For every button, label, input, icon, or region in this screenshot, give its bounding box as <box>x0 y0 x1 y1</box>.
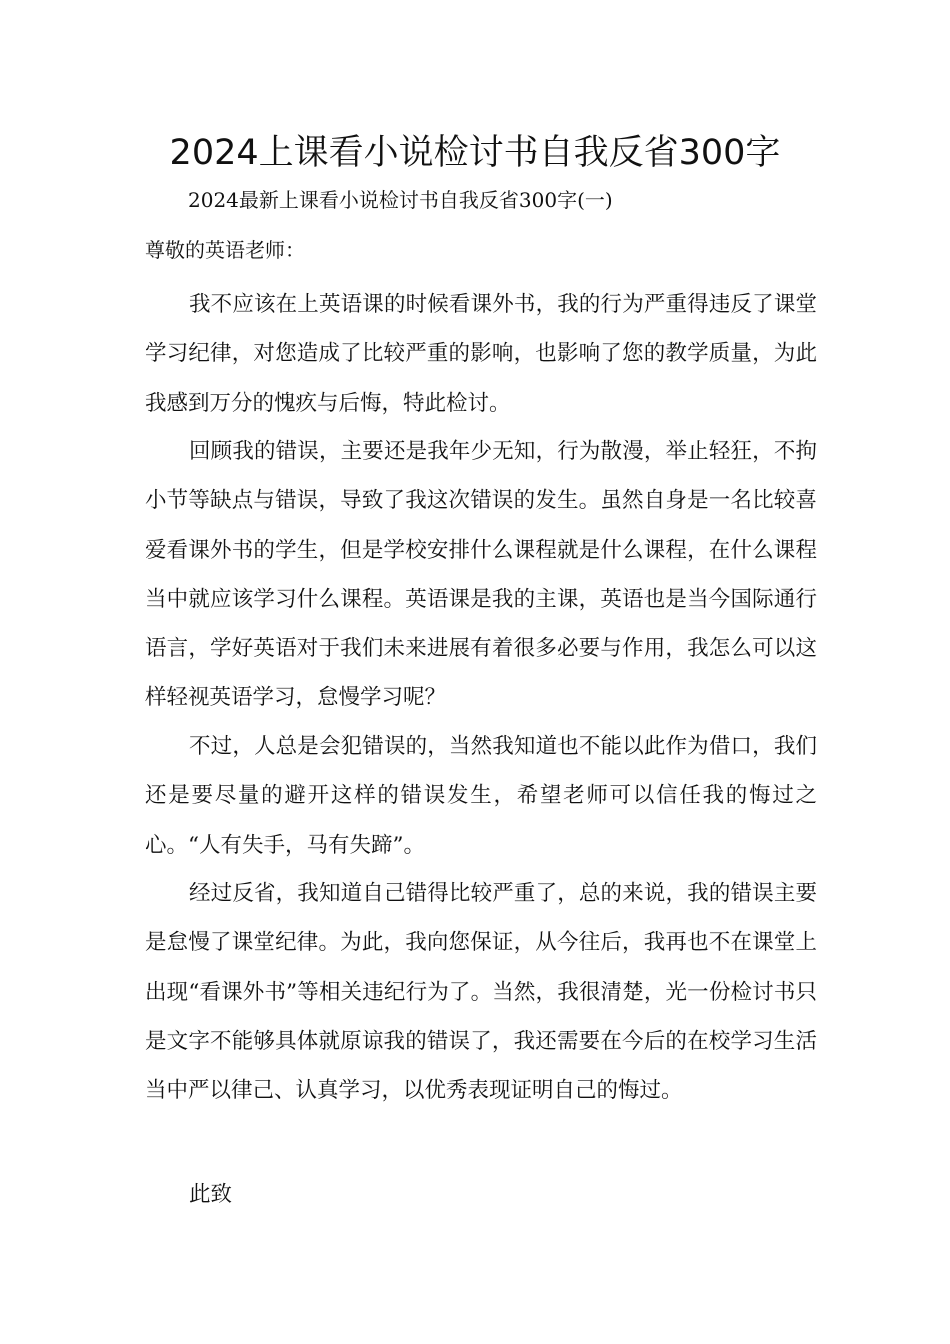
document-title: 2024上课看小说检讨书自我反省300字 <box>169 133 781 173</box>
paragraph-1: 我不应该在上英语课的时候看课外书，我的行为严重得违反了课堂学习纪律，对您造成了比较严重的影响，也影响了您的教学质量，为此我感到万分的愧疚与后悔，特此检讨。 <box>145 292 817 416</box>
salutation: 尊敬的英语老师： <box>145 238 305 262</box>
paragraph-2: 回顾我的错误，主要还是我年少无知，行为散漫，举止轻狂，不拘小节等缺点与错误，导致了我这次错误的发生。虽然自身是一名比较喜爱看课外书的学生，但是学校安排什么课程就是什么课程，在什么课程当中就应该学习什么课程。英语课是我的主课，英语也是当今国际通行语言，学好英语对于我们未来进展有着很多必要与作用，我怎么可以这样轻视英语学习，怠慢学习呢？ <box>145 439 817 711</box>
document-subtitle: 2024最新上课看小说检讨书自我反省300字(一) <box>188 188 613 212</box>
paragraph-4: 经过反省，我知道自己错得比较严重了，总的来说，我的错误主要是怠慢了课堂纪律。为此，我向您保证，从今往后，我再也不在课堂上出现“看课外书”等相关违纪行为了。当然，我很清楚，光一份检讨书只是文字不能够具体就原谅我的错误了，我还需要在今后的在校学习生活当中严以律己、认真学习，以优秀表现证明自己的悔过。 <box>145 881 817 1104</box>
paragraph-3: 不过，人总是会犯错误的，当然我知道也不能以此作为借口，我们还是要尽量的避开这样的错误发生，希望老师可以信任我的悔过之心。“人有失手，马有失蹄”。 <box>145 734 817 858</box>
closing-text: 此致 <box>189 1182 233 1207</box>
